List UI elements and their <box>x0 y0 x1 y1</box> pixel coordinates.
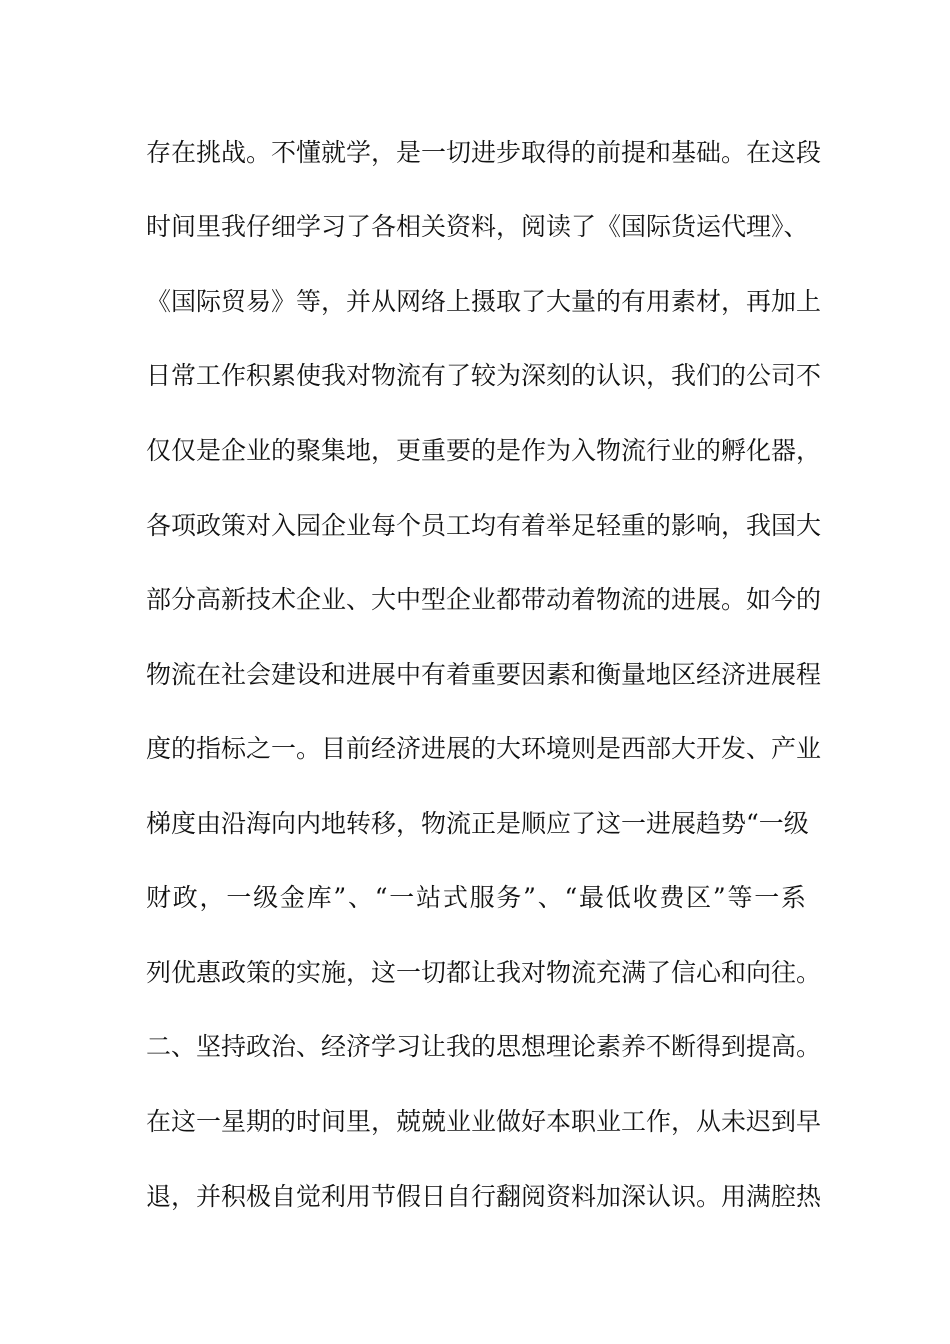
text-line: 时间里我仔细学习了各相关资料，阅读了《国际货运代理》、 <box>146 212 809 241</box>
text-line: 物流在社会建设和进展中有着重要因素和衡量地区经济进展程 <box>146 660 822 689</box>
text-line: 退，并积极自觉利用节假日自行翻阅资料加深认识。用满腔热 <box>146 1182 822 1211</box>
text-line: 部分高新技术企业、大中型企业都带动着物流的进展。如今的 <box>146 585 822 614</box>
text-line: 在这一星期的时间里，兢兢业业做好本职业工作，从未迟到早 <box>146 1107 822 1136</box>
section-heading: 二、坚持政治、经济学习让我的思想理论素养不断得到提高。 <box>146 1032 822 1061</box>
text-line: 日常工作积累使我对物流有了较为深刻的认识，我们的公司不 <box>146 361 822 390</box>
text-line: 财政，一级金库”、“一站式服务”、“最低收费区”等一系 <box>146 883 806 912</box>
text-line: 《国际贸易》等，并从网络上摄取了大量的有用素材，再加上 <box>146 287 822 316</box>
text-line: 存在挑战。不懂就学，是一切进步取得的前提和基础。在这段 <box>146 138 822 167</box>
text-line: 梯度由沿海向内地转移，物流正是顺应了这一进展趋势“一级 <box>146 809 809 838</box>
text-line: 列优惠政策的实施，这一切都让我对物流充满了信心和向往。 <box>146 958 822 987</box>
text-line: 度的指标之一。目前经济进展的大环境则是西部大开发、产业 <box>146 734 822 763</box>
text-line: 仅仅是企业的聚集地，更重要的是作为入物流行业的孵化器， <box>146 436 822 465</box>
text-line: 各项政策对入园企业每个员工均有着举足轻重的影响，我国大 <box>146 511 822 540</box>
